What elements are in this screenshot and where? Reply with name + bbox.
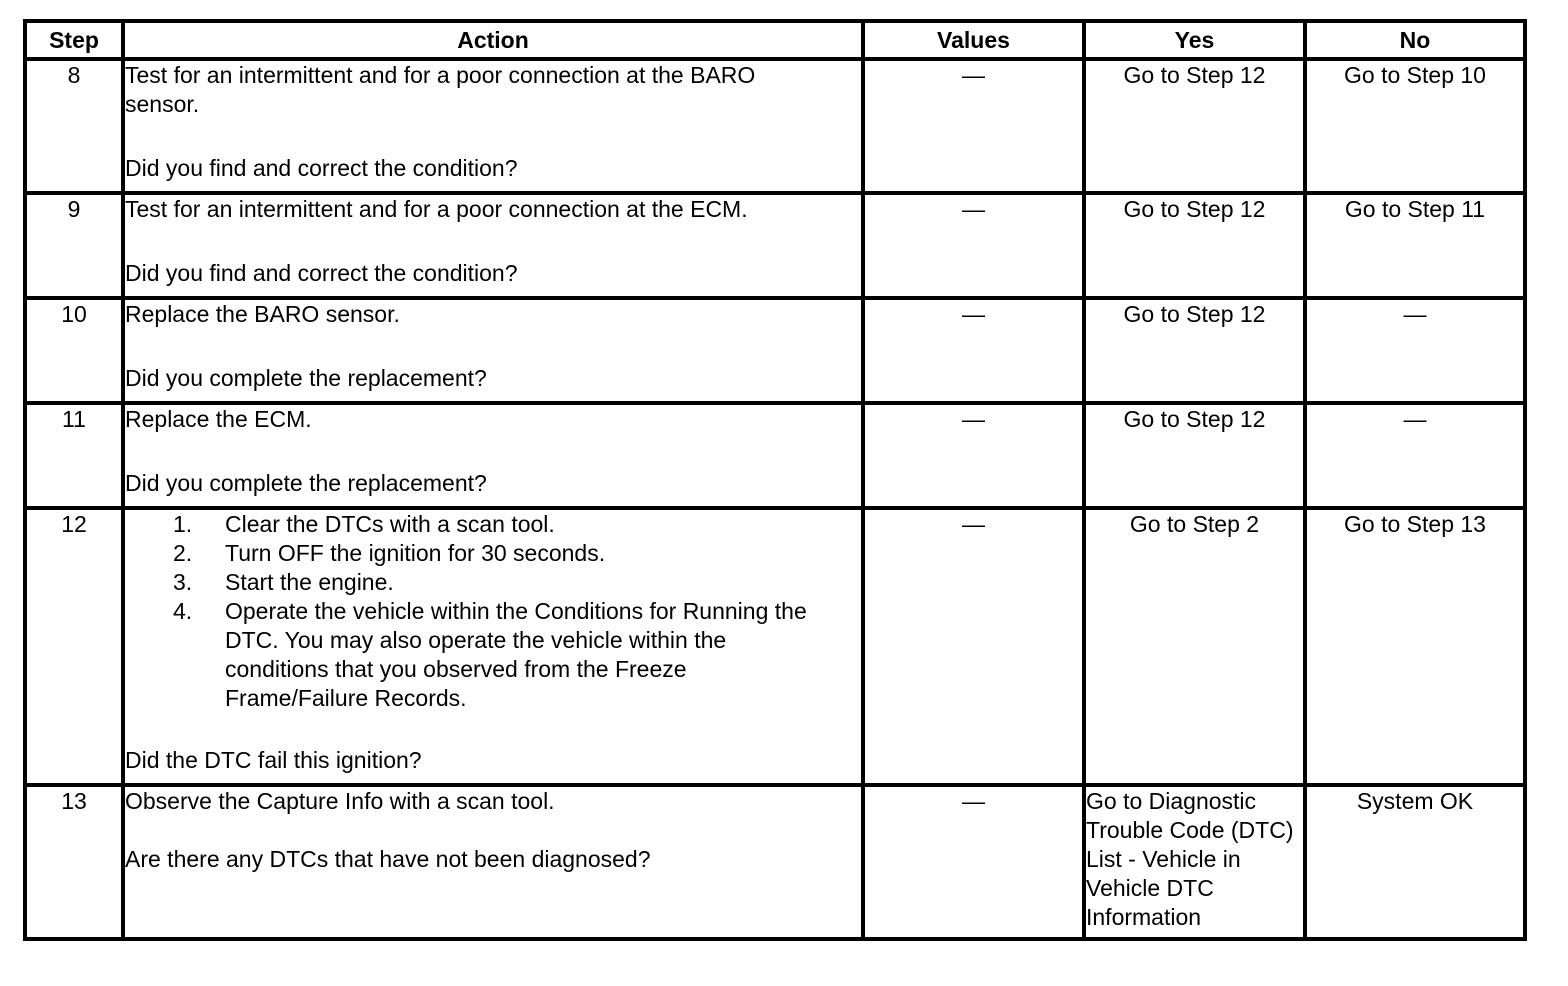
- action-cell: [123, 298, 863, 403]
- procedure-item: 1. Clear the DTCs with a scan tool.: [173, 511, 555, 537]
- action-cell: [123, 59, 863, 193]
- action-cell: [123, 403, 863, 508]
- procedure-item: 3. Start the engine.: [173, 569, 394, 595]
- yes-cell: Go to Step 12: [1084, 193, 1305, 298]
- step-number: 10: [25, 298, 123, 403]
- table-row: [25, 298, 1525, 403]
- header-step: Step: [25, 21, 123, 59]
- table-row: [25, 508, 1525, 785]
- header-yes: Yes: [1084, 21, 1305, 59]
- header-no: No: [1305, 21, 1525, 59]
- values-cell: —: [863, 59, 1084, 193]
- values-cell: —: [863, 298, 1084, 403]
- no-cell: Go to Step 13: [1305, 508, 1525, 785]
- action-text: Replace the BARO sensor.: [125, 301, 400, 327]
- action-text: Observe the Capture Info with a scan tool.: [125, 788, 555, 814]
- table-row: [25, 193, 1525, 298]
- step-number: 9: [25, 193, 123, 298]
- yes-cell: Go to Step 12: [1084, 59, 1305, 193]
- no-cell: —: [1305, 298, 1525, 403]
- action-question: Did you complete the replacement?: [125, 470, 487, 496]
- values-cell: —: [863, 508, 1084, 785]
- step-number: 11: [25, 403, 123, 508]
- no-cell: —: [1305, 403, 1525, 508]
- procedure-item: 2. Turn OFF the ignition for 30 seconds.: [173, 540, 606, 566]
- action-question: Did the DTC fail this ignition?: [125, 747, 422, 773]
- action-text: Test for an intermittent and for a poor connection at the ECM.: [125, 196, 748, 222]
- action-question: Did you find and correct the condition?: [125, 155, 518, 181]
- step-number: 12: [25, 508, 123, 785]
- yes-cell: Go to Step 12: [1084, 298, 1305, 403]
- header-values: Values: [863, 21, 1084, 59]
- step-number: 8: [25, 59, 123, 193]
- values-cell: —: [863, 193, 1084, 298]
- step-number: 13: [25, 785, 123, 939]
- action-cell: [123, 785, 863, 939]
- table-row: [25, 403, 1525, 508]
- no-cell: Go to Step 10: [1305, 59, 1525, 193]
- header-action: Action: [123, 21, 863, 59]
- procedure-list: [125, 510, 861, 713]
- no-cell: Go to Step 11: [1305, 193, 1525, 298]
- action-question: Did you find and correct the condition?: [125, 260, 518, 286]
- action-text: Replace the ECM.: [125, 406, 312, 432]
- table-row: [25, 59, 1525, 193]
- action-question: Are there any DTCs that have not been diagnosed?: [125, 846, 651, 872]
- action-question: Did you complete the replacement?: [125, 365, 487, 391]
- header-row: [25, 21, 1525, 59]
- action-text: Test for an intermittent and for a poor connection at the BARO sensor.: [125, 62, 756, 117]
- yes-cell: Go to Step 12: [1084, 403, 1305, 508]
- values-cell: —: [863, 403, 1084, 508]
- yes-cell: Go to Diagnostic Trouble Code (DTC) List - Vehicle in Vehicle DTC Information: [1084, 785, 1305, 939]
- values-cell: —: [863, 785, 1084, 939]
- diagnostic-table: [23, 19, 1527, 941]
- table-row: [25, 785, 1525, 939]
- no-cell: System OK: [1305, 785, 1525, 939]
- yes-cell: Go to Step 2: [1084, 508, 1305, 785]
- action-cell: [123, 508, 863, 785]
- procedure-item: 4. Operate the vehicle within the Conditions for Running the DTC. You may also operate the vehicle within the conditions that you observed from the Freeze Frame/Failure Records.: [173, 598, 807, 711]
- action-cell: [123, 193, 863, 298]
